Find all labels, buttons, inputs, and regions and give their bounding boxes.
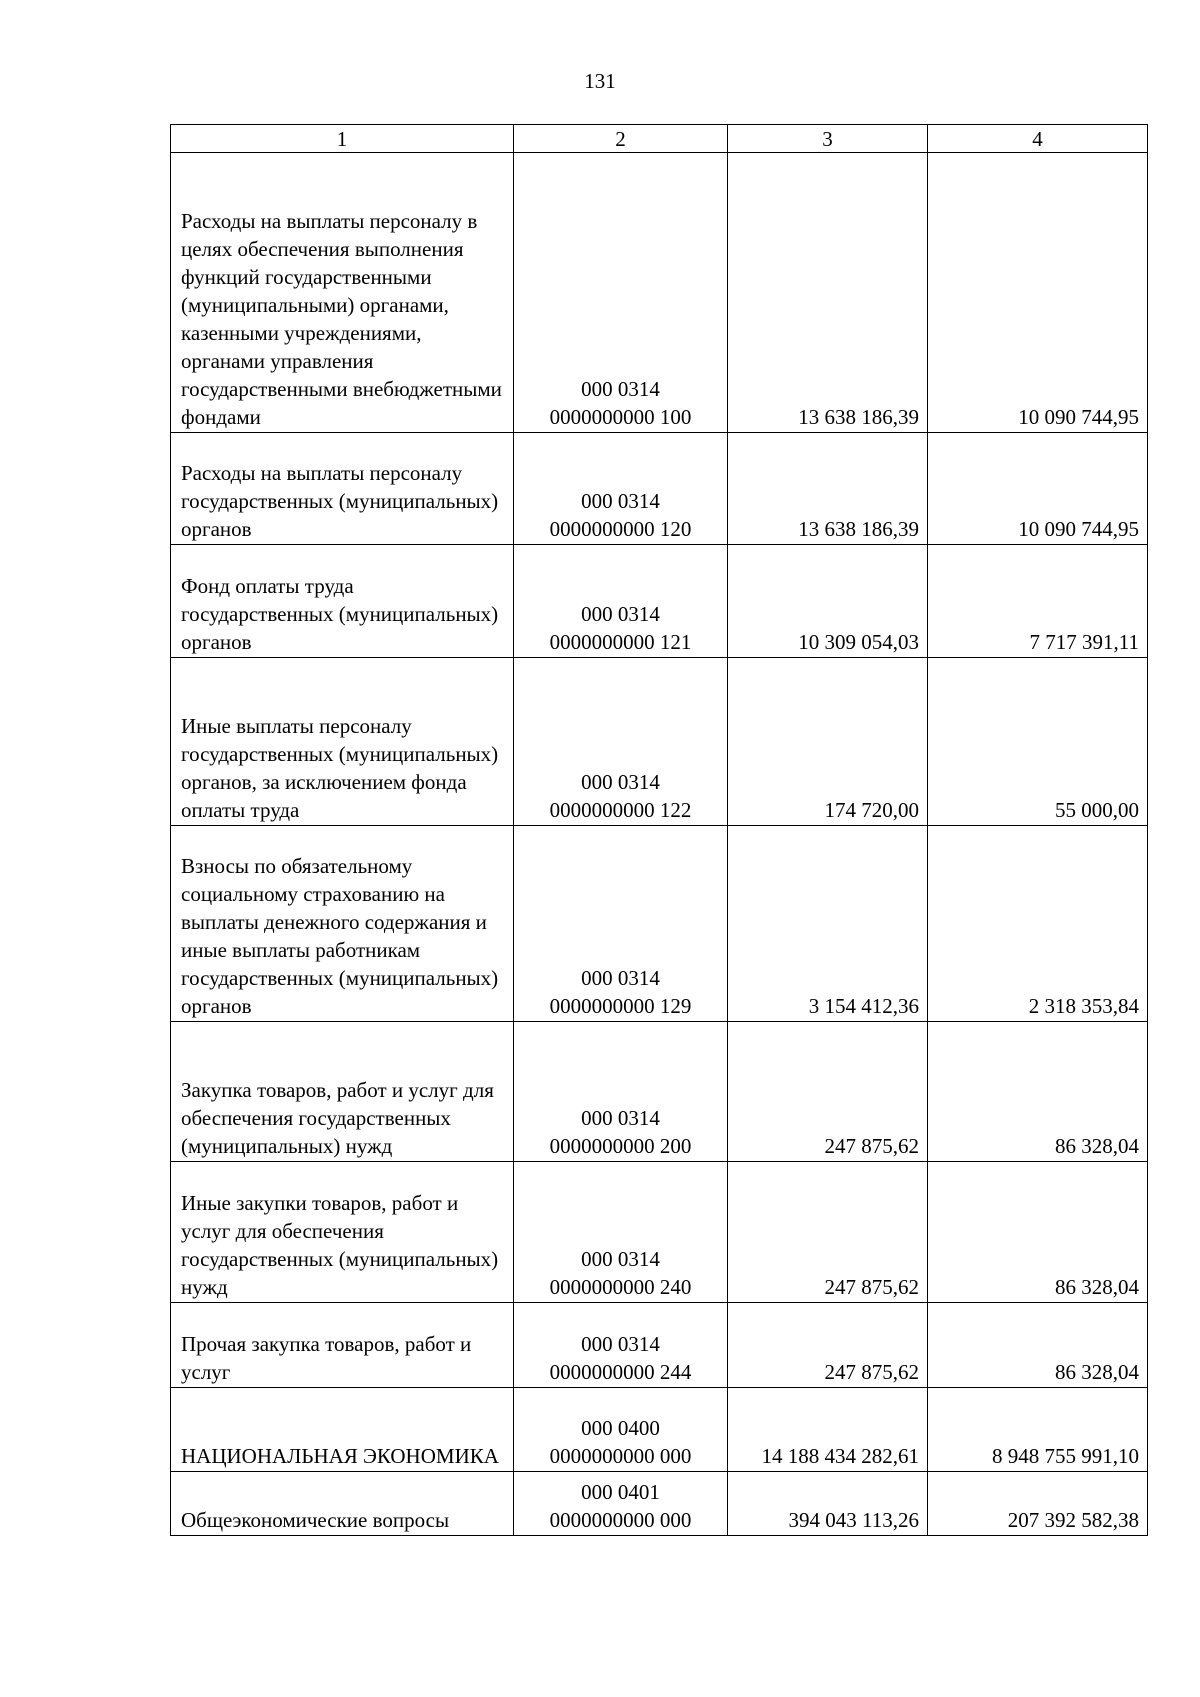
value-column-3: 3 154 412,36: [728, 826, 928, 1022]
value-column-3: 13 638 186,39: [728, 433, 928, 545]
value-column-4: 10 090 744,95: [928, 433, 1148, 545]
row-code: [514, 545, 728, 658]
table-row: [171, 1022, 1148, 1162]
row-description: Расходы на выплаты персоналу в целях обеспечения выполнения функций государственными (муниципальными) органами, казенными учреждениями, органами управления государственными внебюджетными фондами: [171, 153, 514, 433]
code-line-2: 0000000000 000: [549, 1444, 692, 1468]
code-line-1: 000 0314: [581, 966, 660, 990]
table-row: [171, 153, 1148, 433]
code-line-1: 000 0314: [581, 377, 660, 401]
row-code: [514, 1388, 728, 1472]
row-code: [514, 826, 728, 1022]
code-line-2: 0000000000 100: [549, 405, 692, 429]
row-code: [514, 1162, 728, 1303]
row-description: Фонд оплаты труда государственных (муниципальных) органов: [171, 545, 514, 658]
code-line-1: 000 0401: [581, 1480, 660, 1504]
table-row: [171, 433, 1148, 545]
code-line-2: 0000000000 244: [549, 1360, 692, 1384]
page-number: 131: [584, 69, 616, 93]
code-line-2: 0000000000 129: [549, 994, 692, 1018]
value-column-4: 86 328,04: [928, 1022, 1148, 1162]
row-code: [514, 658, 728, 826]
table-row: [171, 1162, 1148, 1303]
value-column-3: 174 720,00: [728, 658, 928, 826]
table-header-row: [171, 125, 1148, 153]
table-row: [171, 826, 1148, 1022]
code-line-1: 000 0314: [581, 1247, 660, 1271]
code-line-1: 000 0400: [581, 1416, 660, 1440]
value-column-3: 14 188 434 282,61: [728, 1388, 928, 1472]
table-row: [171, 1303, 1148, 1388]
value-column-4: 55 000,00: [928, 658, 1148, 826]
row-code: [514, 1303, 728, 1388]
code-line-1: 000 0314: [581, 489, 660, 513]
row-description: Расходы на выплаты персоналу государственных (муниципальных) органов: [171, 433, 514, 545]
table-row: [171, 545, 1148, 658]
code-line-2: 0000000000 240: [549, 1275, 692, 1299]
code-line-2: 0000000000 120: [549, 517, 692, 541]
value-column-4: 86 328,04: [928, 1162, 1148, 1303]
value-column-3: 247 875,62: [728, 1162, 928, 1303]
code-line-1: 000 0314: [581, 1106, 660, 1130]
row-code: [514, 1022, 728, 1162]
value-column-4: 86 328,04: [928, 1303, 1148, 1388]
value-column-4: 2 318 353,84: [928, 826, 1148, 1022]
column-header-1: 1: [171, 125, 514, 153]
budget-table: [170, 124, 1148, 1536]
code-line-2: 0000000000 200: [549, 1134, 692, 1158]
row-description: Общеэкономические вопросы: [171, 1472, 514, 1536]
column-header-2: 2: [514, 125, 728, 153]
table-row: [171, 658, 1148, 826]
table-row: [171, 1388, 1148, 1472]
value-column-3: 13 638 186,39: [728, 153, 928, 433]
code-line-2: 0000000000 000: [549, 1508, 692, 1532]
code-line-1: 000 0314: [581, 1332, 660, 1356]
row-description: Иные выплаты персоналу государственных (муниципальных) органов, за исключением фонда оплаты труда: [171, 658, 514, 826]
row-code: [514, 1472, 728, 1536]
table-row: [171, 1472, 1148, 1536]
row-description: Взносы по обязательному социальному страхованию на выплаты денежного содержания и иные выплаты работникам государственных (муниципальных) органов: [171, 826, 514, 1022]
row-code: [514, 433, 728, 545]
row-code: [514, 153, 728, 433]
value-column-4: 8 948 755 991,10: [928, 1388, 1148, 1472]
value-column-4: 207 392 582,38: [928, 1472, 1148, 1536]
value-column-3: 394 043 113,26: [728, 1472, 928, 1536]
value-column-4: 10 090 744,95: [928, 153, 1148, 433]
row-description: Закупка товаров, работ и услуг для обеспечения государственных (муниципальных) нужд: [171, 1022, 514, 1162]
value-column-4: 7 717 391,11: [928, 545, 1148, 658]
code-line-1: 000 0314: [581, 770, 660, 794]
value-column-3: 247 875,62: [728, 1303, 928, 1388]
value-column-3: 10 309 054,03: [728, 545, 928, 658]
code-line-2: 0000000000 122: [549, 798, 692, 822]
row-description: НАЦИОНАЛЬНАЯ ЭКОНОМИКА: [171, 1388, 514, 1472]
row-description: Иные закупки товаров, работ и услуг для обеспечения государственных (муниципальных) нужд: [171, 1162, 514, 1303]
value-column-3: 247 875,62: [728, 1022, 928, 1162]
row-description: Прочая закупка товаров, работ и услуг: [171, 1303, 514, 1388]
column-header-4: 4: [928, 125, 1148, 153]
code-line-1: 000 0314: [581, 602, 660, 626]
code-line-2: 0000000000 121: [549, 630, 692, 654]
column-header-3: 3: [728, 125, 928, 153]
